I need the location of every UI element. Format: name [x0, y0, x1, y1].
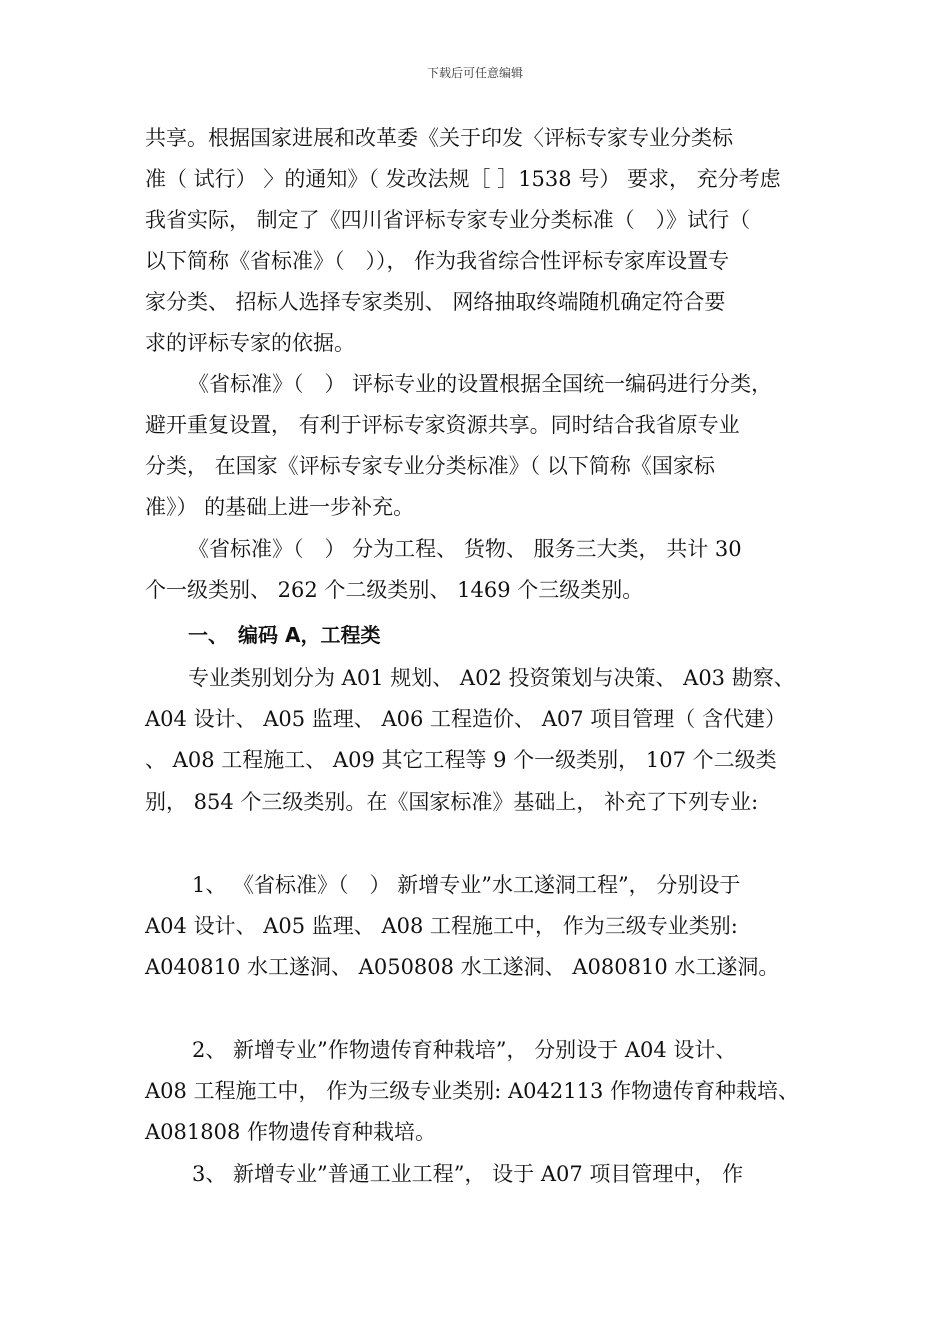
- text-line: 避开重复设置， 有利于评标专家资源共享。同时结合我省原专业: [145, 413, 740, 437]
- text-line: 个一级类别、 262 个二级类别、 1469 个三级类别。: [145, 578, 644, 602]
- text-line: A08 工程施工中， 作为三级专业类别: A042113 作物遗传育种栽培、: [145, 1079, 799, 1103]
- text-line: 求的评标专家的依据。: [145, 331, 355, 355]
- text-line: 以下简称《省标准》（ ））， 作为我省综合性评标专家库设置专: [145, 249, 730, 273]
- page-header: 下载后可任意编辑: [426, 66, 523, 80]
- text-line: A04 设计、 A05 监理、 A08 工程施工中， 作为三级专业类别:: [145, 914, 738, 938]
- text-line: 别， 854 个三级类别。在《国家标准》基础上， 补充了下列专业:: [145, 790, 759, 814]
- section-heading: 一、 编码 A，工程类: [188, 623, 381, 647]
- text-line: 家分类、 招标人选择专家类别、 网络抽取终端随机确定符合要: [145, 290, 726, 314]
- text-line: 3、 新增专业”普通工业工程”， 设于 A07 项目管理中， 作: [192, 1162, 744, 1186]
- text-line: A04 设计、 A05 监理、 A06 工程造价、 A07 项目管理（ 含代建）: [145, 707, 786, 731]
- text-line: 准》） 的基础上进一步补充。: [145, 495, 415, 519]
- text-line: 《省标准》（ ） 分为工程、 货物、 服务三大类， 共计 30: [188, 537, 742, 561]
- text-line: 共享。根据国家进展和改革委《关于印发〈评标专家专业分类标: [145, 126, 733, 150]
- text-line: 、 A08 工程施工、 A09 其它工程等 9 个一级类别， 107 个二级类: [145, 748, 777, 772]
- text-line: 《省标准》（ ） 评标专业的设置根据全国统一编码进行分类，: [188, 372, 773, 396]
- text-line: 1、 《省标准》（ ） 新增专业”水工遂洞工程”， 分别设于: [192, 873, 741, 897]
- text-line: 分类， 在国家《评标专家专业分类标准》（ 以下简称《国家标: [145, 454, 715, 478]
- text-line: 专业类别划分为 A01 规划、 A02 投资策划与决策、 A03 勘察、: [188, 666, 795, 690]
- text-line: A040810 水工遂洞、 A050808 水工遂洞、 A080810 水工遂洞。: [145, 955, 780, 979]
- text-line: 我省实际， 制定了《四川省评标专家专业分类标准（ ）》试行（: [145, 208, 751, 232]
- text-line: 准（ 试行） 〉的通知》（ 发改法规［ ］1538 号） 要求， 充分考虑: [145, 167, 781, 191]
- text-line: A081808 作物遗传育种栽培。: [145, 1120, 437, 1144]
- text-line: 2、 新增专业”作物遗传育种栽培”， 分别设于 A04 设计、: [192, 1038, 737, 1062]
